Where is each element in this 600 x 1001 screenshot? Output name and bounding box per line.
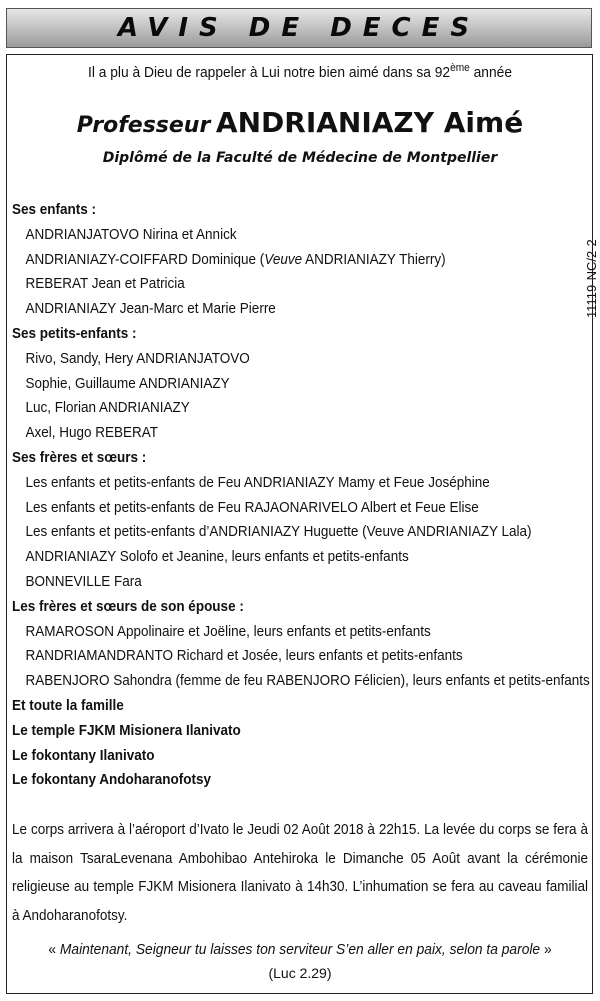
list-item bbox=[12, 248, 534, 273]
quote-text: Maintenant, Seigneur tu laisses ton serviteur S’en aller en paix, selon ta parole bbox=[59, 941, 544, 958]
list-item: Les enfants et petits-enfants de Feu ANDRIANIAZY Mamy et Feue Joséphine bbox=[25, 473, 490, 491]
family-list bbox=[12, 198, 592, 793]
deceased-name bbox=[0, 106, 600, 139]
list-item-text: ANDRIANIAZY-COIFFARD Dominique ( bbox=[25, 250, 265, 268]
list-item: Les enfants et petits-enfants de Feu RAJAONARIVELO Albert et Feue Elise bbox=[25, 498, 479, 516]
list-item-text: ANDRIANIAZY Thierry) bbox=[302, 250, 446, 268]
children-heading: Ses enfants : bbox=[12, 201, 97, 218]
deceased-diploma: Diplômé de la Faculté de Médecine de Montpellier bbox=[102, 150, 498, 166]
list-item: REBERAT Jean et Patricia bbox=[25, 275, 185, 293]
list-item: RANDRIAMANDRANTO Richard et Josée, leurs enfants et petits-enfants bbox=[25, 647, 463, 665]
list-item: Luc, Florian ANDRIANIAZY bbox=[25, 399, 190, 417]
intro-text-end: année bbox=[469, 64, 513, 81]
fokontany-mention: Le fokontany Andoharanofotsy bbox=[12, 771, 212, 789]
inlaws-heading: Les frères et sœurs de son épouse : bbox=[12, 597, 244, 615]
family-mention: Et toute la famille bbox=[12, 696, 124, 714]
list-item: BONNEVILLE Fara bbox=[25, 572, 142, 590]
list-item: Les enfants et petits-enfants d’ANDRIANIAZY Huguette (Veuve ANDRIANIAZY Lala) bbox=[25, 523, 532, 541]
widow-label: Veuve bbox=[264, 250, 303, 268]
siblings-heading: Ses frères et sœurs : bbox=[12, 448, 147, 466]
temple-mention: Le temple FJKM Misionera Ilanivato bbox=[12, 721, 241, 739]
list-item: ANDRIANIAZY Jean-Marc et Marie Pierre bbox=[25, 300, 276, 318]
list-item: Rivo, Sandy, Hery ANDRIANJATOVO bbox=[25, 349, 250, 367]
intro-text: Il a plu à Dieu de rappeler à Lui notre bien aimé dans sa 92 bbox=[87, 64, 451, 81]
reference-number: 11119-NC/2-2 bbox=[584, 239, 599, 318]
arrangements-paragraph: Le corps arrivera à l’aéroport d’Ivato le Jeudi 02 Août 2018 à 22h15. La levée du corps se fera à la maison TsaraLevenana Ambohibao Antehiroka le Dimanche 05 Août avant la cérémonie religieuse au temple FJKM Misionera Ilanivato à 14h30. L’inhumation se fera au caveau familial à Andoharanofotsy. bbox=[12, 821, 588, 924]
intro-superscript: ème bbox=[450, 62, 470, 74]
quote-open: « bbox=[48, 941, 60, 958]
list-item: Sophie, Guillaume ANDRIANIAZY bbox=[25, 374, 230, 392]
deceased-fullname: ANDRIANIAZY Aimé bbox=[215, 106, 524, 139]
scripture-quote bbox=[24, 941, 576, 958]
deceased-title: Professeur bbox=[76, 113, 211, 138]
list-item: RABENJORO Sahondra (femme de feu RABENJORO Félicien), leurs enfants et petits-enfants bbox=[25, 672, 590, 690]
list-item: ANDRIANJATOVO Nirina et Annick bbox=[25, 225, 237, 243]
list-item: RAMAROSON Appolinaire et Joëline, leurs enfants et petits-enfants bbox=[25, 622, 431, 640]
list-item: ANDRIANIAZY Solofo et Jeanine, leurs enfants et petits-enfants bbox=[25, 548, 409, 566]
list-item: Axel, Hugo REBERAT bbox=[25, 424, 159, 442]
fokontany-mention: Le fokontany Ilanivato bbox=[12, 746, 155, 764]
intro-line bbox=[24, 62, 576, 81]
page-title: AVIS DE DECES bbox=[117, 13, 481, 43]
scripture-citation: (Luc 2.29) bbox=[268, 965, 332, 981]
grandchildren-heading: Ses petits-enfants : bbox=[12, 324, 137, 342]
quote-close: » bbox=[543, 941, 552, 958]
title-banner bbox=[6, 8, 592, 48]
